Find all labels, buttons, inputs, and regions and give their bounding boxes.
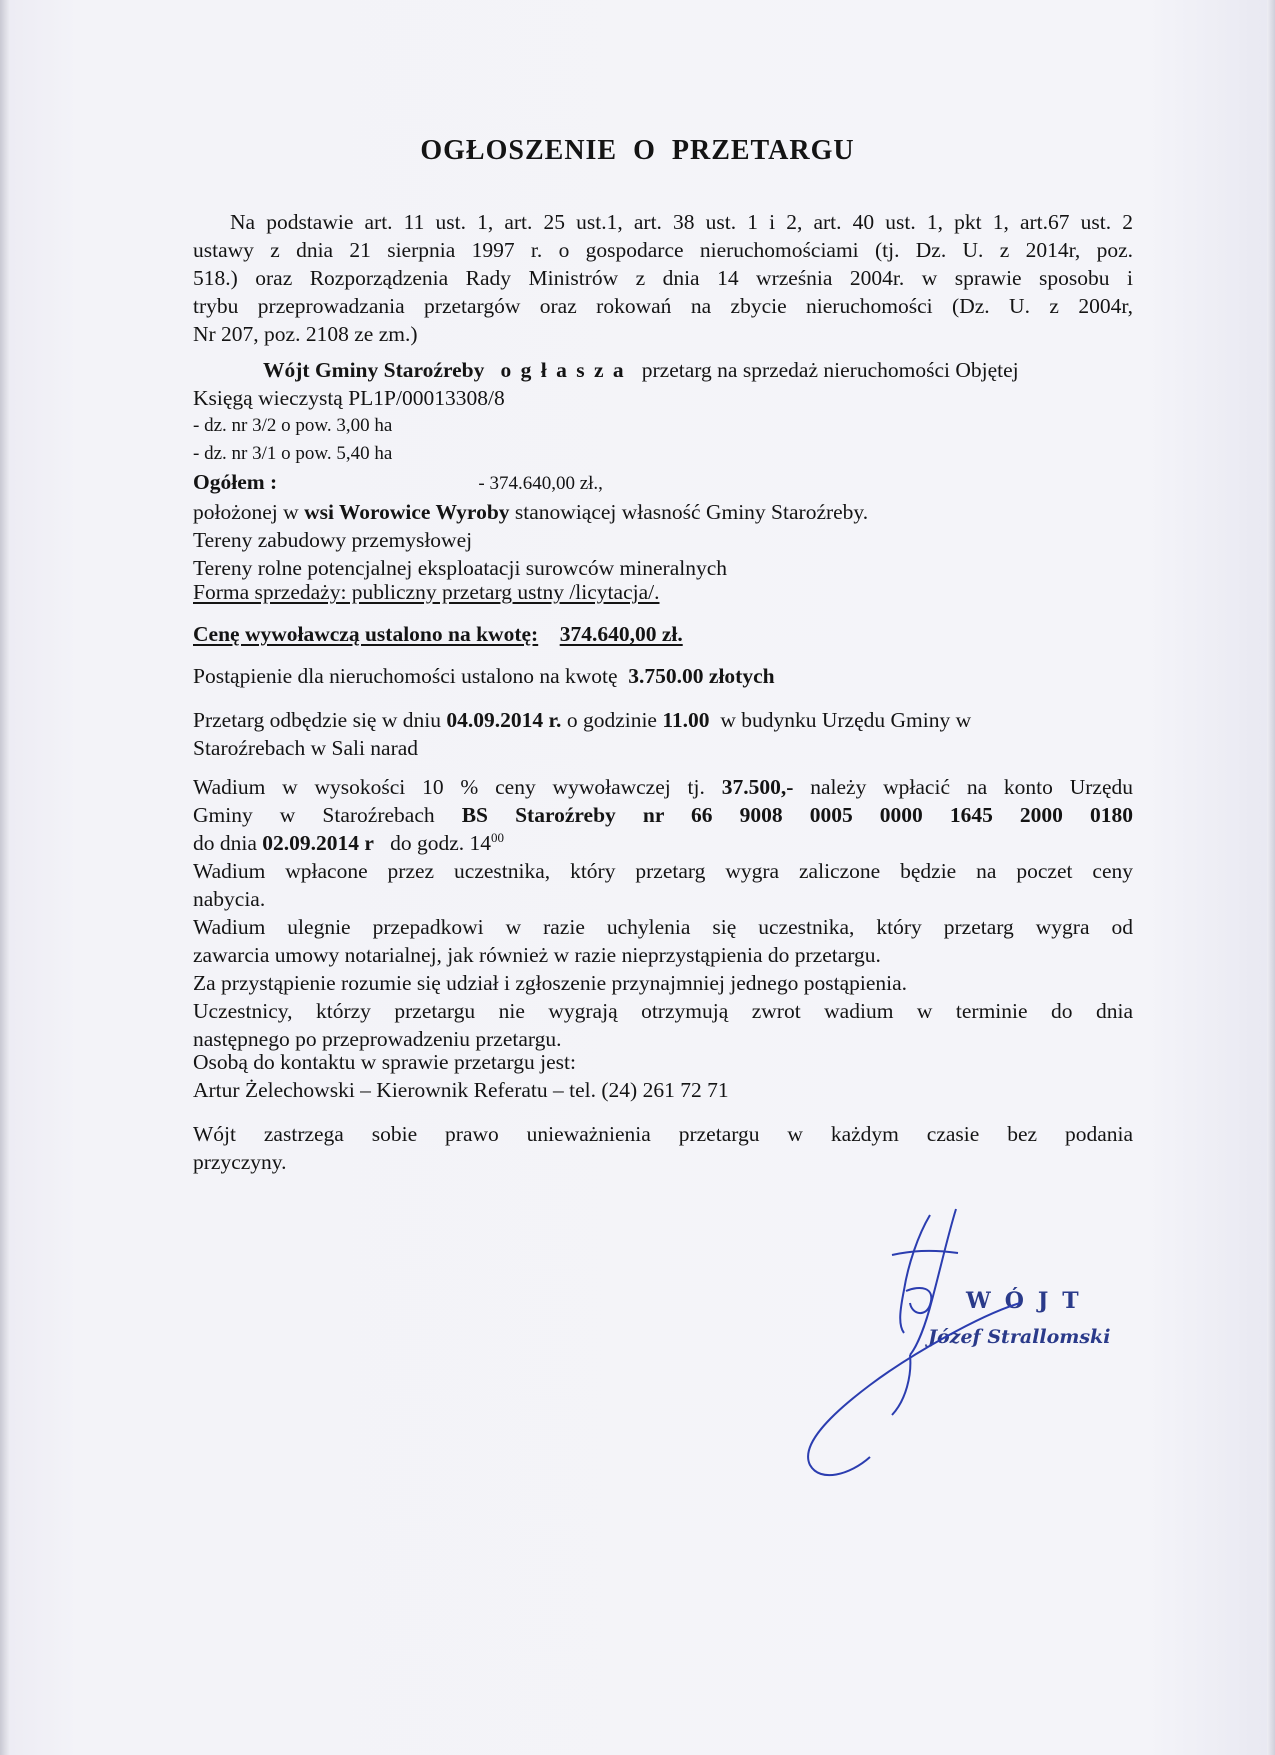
scan-edge-left: [0, 0, 10, 1755]
auction-date-line: [193, 706, 1133, 734]
zoning-item: Tereny rolne potencjalnej eksploatacji surowców mineralnych: [193, 556, 728, 580]
auction-date: 04.09.2014 r.: [446, 708, 562, 732]
rule-line: Uczestnicy, którzy przetargu nie wygrają otrzymują zwrot wadium w terminie do dnia: [193, 999, 1133, 1023]
price-value: 374.640,00 zł.: [559, 622, 683, 646]
intro-line: trybu przeprowadzania przetargów oraz rokowań na zbycie nieruchomości (Dz. U. z 2004r,: [193, 294, 1133, 318]
contact-section: [193, 1048, 1133, 1104]
price-section: [193, 620, 1133, 648]
closing-line: przyczyny.: [193, 1150, 287, 1174]
deposit-prefix: Wadium w wysokości 10 % ceny wywoławczej tj.: [193, 775, 705, 799]
closing-line: Wójt zastrzega sobie prawo unieważnienia przetargu w każdym czasie bez podania: [193, 1122, 1133, 1146]
total-label: Ogółem :: [193, 470, 278, 494]
announcement-subject: przetarg na sprzedaż nieruchomości Objętej: [641, 358, 1019, 382]
deadline-hour: do godz. 14: [390, 831, 491, 855]
contact-person: Artur Żelechowski – Kierownik Referatu – tel. (24) 261 72 71: [193, 1078, 729, 1102]
deadline-prefix: do dnia: [193, 831, 257, 855]
price-label: Cenę wywoławczą ustalono na kwotę:: [193, 622, 539, 646]
deposit-deadline: 02.09.2014 r: [262, 831, 374, 855]
deposit-amount: 37.500,-: [721, 775, 794, 799]
rule-line: nabycia.: [193, 887, 266, 911]
total-value: - 374.640,00 zł.,: [478, 473, 603, 494]
rule-line: następnego po przeprowadzeniu przetargu.: [193, 1027, 562, 1051]
location-line: [193, 498, 1133, 526]
auction-hour: 11.00: [662, 708, 710, 732]
rule-line: Wadium ulegnie przepadkowi w razie uchylenia się uczestnika, który przetarg wygra od: [193, 915, 1133, 939]
document-title: OGŁOSZENIE O PRZETARGU: [420, 135, 855, 166]
sale-form: Forma sprzedaży: publiczny przetarg ustny /licytacja/.: [193, 580, 660, 604]
increment-section: [193, 662, 1133, 690]
intro-paragraph: [193, 208, 1133, 348]
stamp-name: Józef Strallomski: [928, 1326, 1111, 1348]
plot-item: - dz. nr 3/1 o pow. 5,40 ha: [193, 443, 393, 464]
plot-item: - dz. nr 3/2 o pow. 3,00 ha: [193, 415, 393, 436]
deposit-line: [193, 773, 1133, 801]
date-prefix: Przetarg odbędzie się w dniu: [193, 708, 441, 732]
bank-prefix: Gminy w Staroźrebach: [193, 803, 435, 827]
intro-line: 518.) oraz Rozporządzenia Rady Ministrów z dnia 14 września 2004r. w sprawie sposobu i: [193, 266, 1133, 290]
intro-line: Nr 207, poz. 2108 ze zm.): [193, 322, 418, 346]
auction-date-section: [193, 706, 1133, 762]
authority-name: Wójt Gminy Staroźreby: [263, 358, 485, 382]
contact-intro: Osobą do kontaktu w sprawie przetargu jest:: [193, 1050, 576, 1074]
announcement-section: [193, 356, 1133, 582]
increment-value: 3.750.00 złotych: [628, 664, 775, 688]
rule-line: Wadium wpłacone przez uczestnika, który przetarg wygra zaliczone będzie na poczet ceny: [193, 859, 1133, 883]
announcement-verb: o g ł a s z a: [500, 358, 626, 382]
increment-text: Postąpienie dla nieruchomości ustalono na kwotę: [193, 664, 618, 688]
date-middle: o godzinie: [566, 708, 657, 732]
date-suffix: w budynku Urzędu Gminy w: [720, 708, 972, 732]
land-register-line: Księgą wieczystą PL1P/00013308/8: [193, 386, 505, 410]
deposit-deadline-line: [193, 829, 1133, 857]
bank-account-line: [193, 801, 1133, 829]
closing-section: [193, 1120, 1133, 1176]
deposit-suffix: należy wpłacić na konto Urzędu: [810, 775, 1133, 799]
deposit-section: [193, 773, 1133, 1053]
bank-account: BS Staroźreby nr 66 9008 0005 0000 1645 2000 0180: [461, 803, 1133, 827]
deadline-minutes: 00: [491, 829, 504, 845]
village-name: wsi Worowice Wyroby: [304, 500, 510, 524]
announcement-line: [193, 356, 1133, 384]
total-line: [193, 468, 1133, 498]
location-prefix: położonej w: [193, 500, 299, 524]
rule-line: Za przystąpienie rozumie się udział i zgłoszenie przynajmniej jednego postąpienia.: [193, 971, 908, 995]
intro-line: Na podstawie art. 11 ust. 1, art. 25 ust.1, art. 38 ust. 1 i 2, art. 40 ust. 1, pkt 1, art.67 ust. 2: [230, 210, 1133, 234]
scan-edge-right: [1267, 0, 1275, 1755]
intro-line: ustawy z dnia 21 sierpnia 1997 r. o gospodarce nieruchomościami (tj. Dz. U. z 2014r, poz.: [193, 238, 1133, 262]
stamp-title: WÓJT: [966, 1288, 1093, 1314]
zoning-item: Tereny zabudowy przemysłowej: [193, 528, 473, 552]
rule-line: zawarcia umowy notarialnej, jak również w razie nieprzystąpienia do przetargu.: [193, 943, 881, 967]
location-suffix: stanowiącej własność Gminy Staroźreby.: [514, 500, 869, 524]
auction-place: Staroźrebach w Sali narad: [193, 736, 419, 760]
sale-form-section: [193, 578, 1133, 606]
handwritten-signature: [780, 1195, 1100, 1495]
